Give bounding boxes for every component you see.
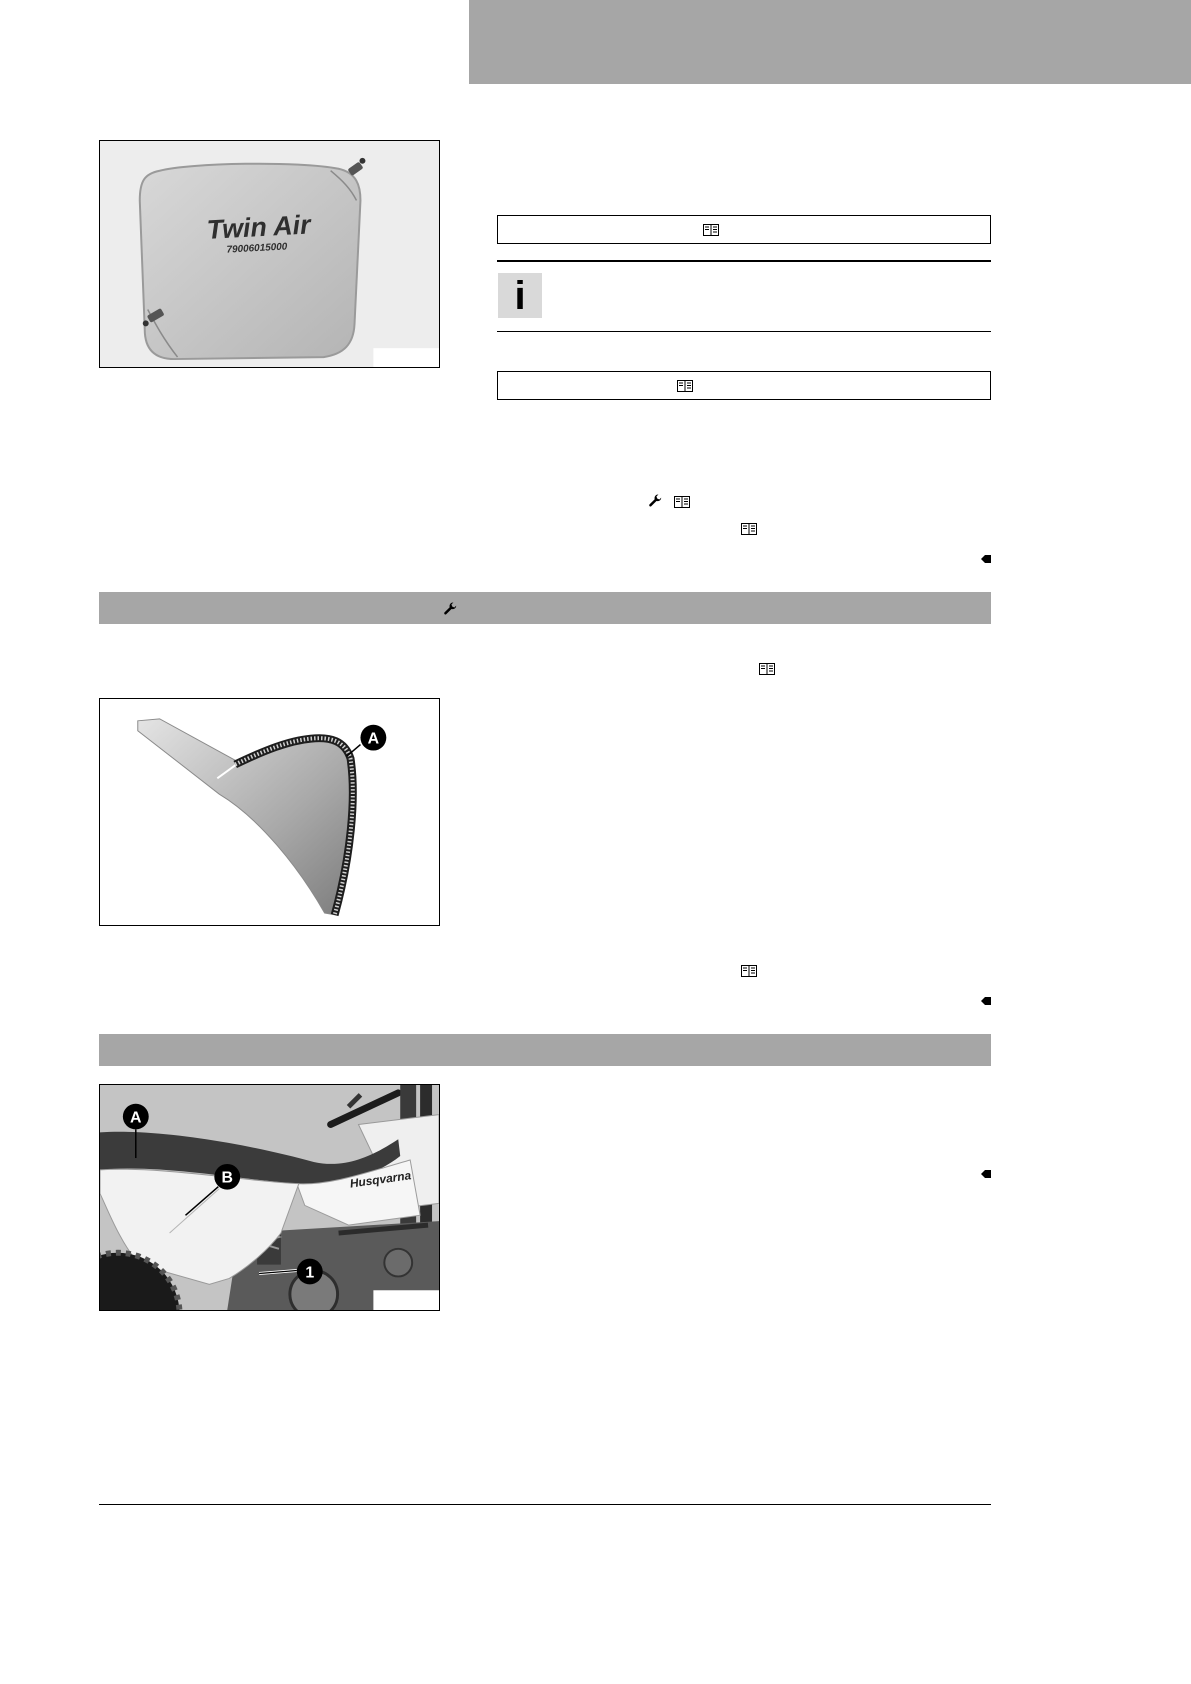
figure-label-box [373, 1290, 439, 1310]
figure-side-panel [99, 698, 440, 926]
air-filter-photo [100, 141, 439, 367]
reference-box-1 [497, 215, 991, 244]
book-reference-icon [677, 379, 693, 392]
reference-box-2 [497, 371, 991, 400]
callout-a [123, 1104, 149, 1130]
svg-text:B: B [221, 1169, 233, 1187]
svg-text:1: 1 [305, 1264, 315, 1282]
info-note-top-rule [497, 260, 991, 262]
filter-logo-text: Twin Air [205, 209, 312, 245]
filter-part-number: 79006015000 [226, 241, 288, 256]
book-reference-icon [703, 223, 719, 236]
info-note-bottom-rule [497, 331, 991, 332]
callout-a [360, 725, 386, 751]
book-reference-icon [741, 964, 757, 977]
chapter-header-bar [469, 0, 1191, 84]
figure-air-filter [99, 140, 440, 368]
figure-motorcycle [99, 1084, 440, 1311]
filter-foam [140, 164, 361, 359]
motorcycle-photo [100, 1085, 439, 1310]
brand-decal: Husqvarna [348, 1168, 412, 1191]
info-icon-glyph: i [514, 273, 526, 318]
end-marker-icon [981, 996, 991, 1006]
wrench-icon [443, 602, 457, 616]
section-header-bar-2 [99, 1034, 991, 1066]
svg-text:A: A [130, 1109, 142, 1127]
end-marker-icon [981, 554, 991, 564]
figure-label-box [373, 906, 439, 925]
wrench-icon [648, 494, 662, 508]
book-reference-icon [741, 522, 757, 535]
section-header-bar-1 [99, 592, 991, 624]
end-marker-icon [981, 1169, 991, 1179]
side-panel-photo [100, 699, 439, 925]
info-icon [498, 273, 542, 318]
callout-1 [297, 1259, 323, 1285]
callout-b [214, 1164, 240, 1190]
figure-label-box [373, 348, 439, 367]
book-reference-icon [674, 495, 690, 508]
footer-rule [99, 1504, 991, 1505]
book-reference-icon [759, 662, 775, 675]
svg-text:A: A [367, 730, 380, 748]
